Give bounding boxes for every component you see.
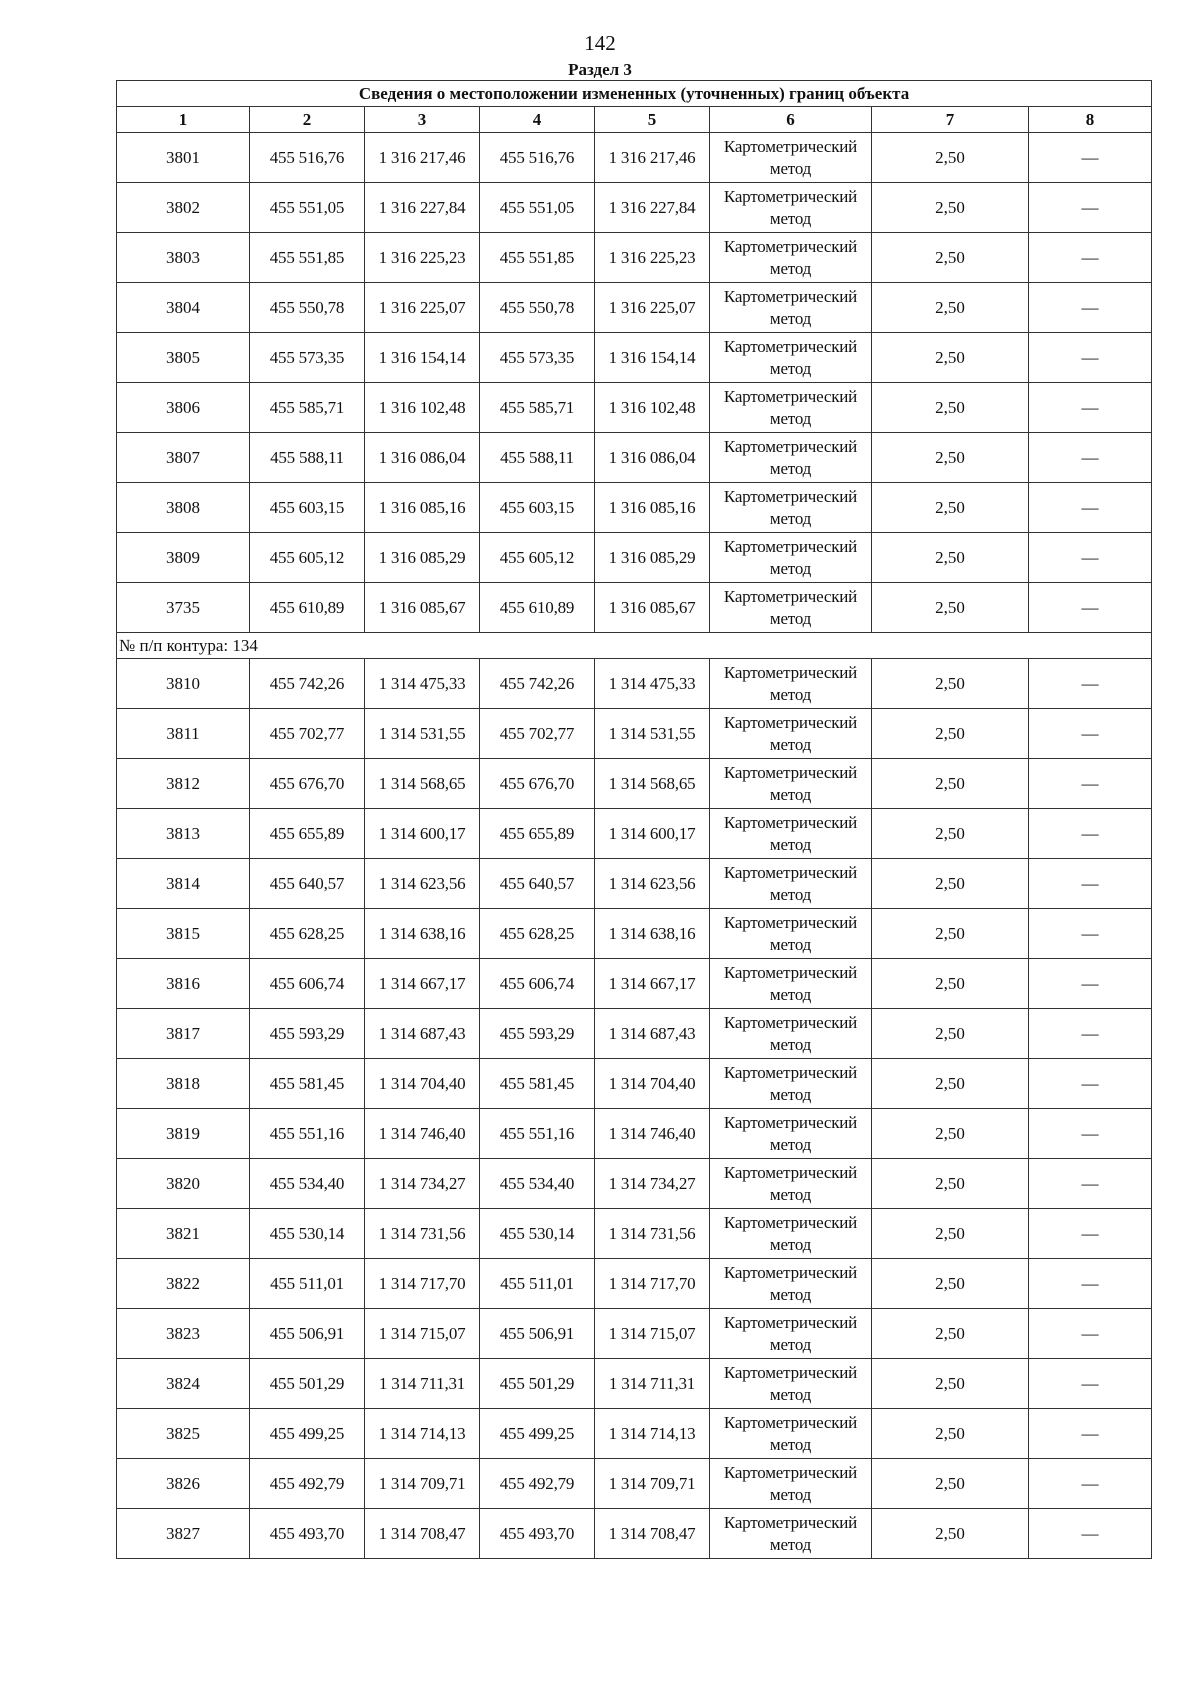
table-row (117, 333, 1152, 383)
cell-method: Картометрический метод (710, 759, 872, 809)
table-row (117, 383, 1152, 433)
cell-x-old: 455 676,70 (250, 759, 365, 809)
cell-y-new: 1 314 717,70 (595, 1259, 710, 1309)
cell-point-number: 3816 (117, 959, 250, 1009)
cell-description: — (1029, 333, 1152, 383)
cell-description: — (1029, 483, 1152, 533)
cell-point-number: 3808 (117, 483, 250, 533)
cell-description: — (1029, 1009, 1152, 1059)
cell-description: — (1029, 233, 1152, 283)
cell-description: — (1029, 1259, 1152, 1309)
cell-accuracy: 2,50 (872, 1409, 1029, 1459)
cell-method: Картометрический метод (710, 1309, 872, 1359)
cell-y-new: 1 314 704,40 (595, 1059, 710, 1109)
cell-x-new: 455 606,74 (480, 959, 595, 1009)
cell-x-old: 455 605,12 (250, 533, 365, 583)
cell-accuracy: 2,50 (872, 233, 1029, 283)
cell-accuracy: 2,50 (872, 383, 1029, 433)
cell-accuracy: 2,50 (872, 483, 1029, 533)
cell-x-new: 455 511,01 (480, 1259, 595, 1309)
table-row (117, 959, 1152, 1009)
cell-point-number: 3806 (117, 383, 250, 433)
cell-accuracy: 2,50 (872, 809, 1029, 859)
cell-x-old: 455 573,35 (250, 333, 365, 383)
cell-x-old: 455 702,77 (250, 709, 365, 759)
cell-method: Картометрический метод (710, 283, 872, 333)
cell-description: — (1029, 383, 1152, 433)
cell-y-new: 1 314 531,55 (595, 709, 710, 759)
cell-x-old: 455 492,79 (250, 1459, 365, 1509)
table-row (117, 809, 1152, 859)
cell-description: — (1029, 909, 1152, 959)
table-row (117, 1059, 1152, 1109)
table-body (117, 81, 1152, 1559)
cell-y-new: 1 314 475,33 (595, 659, 710, 709)
cell-y-new: 1 316 085,16 (595, 483, 710, 533)
cell-y-new: 1 314 600,17 (595, 809, 710, 859)
cell-x-old: 455 511,01 (250, 1259, 365, 1309)
cell-point-number: 3823 (117, 1309, 250, 1359)
cell-method: Картометрический метод (710, 809, 872, 859)
cell-x-new: 455 628,25 (480, 909, 595, 959)
cell-x-new: 455 702,77 (480, 709, 595, 759)
column-number: 5 (595, 107, 710, 133)
cell-method: Картометрический метод (710, 1009, 872, 1059)
cell-description: — (1029, 1209, 1152, 1259)
cell-accuracy: 2,50 (872, 1509, 1029, 1559)
cell-y-new: 1 316 085,67 (595, 583, 710, 633)
cell-y-new: 1 314 708,47 (595, 1509, 710, 1559)
cell-description: — (1029, 533, 1152, 583)
cell-x-old: 455 655,89 (250, 809, 365, 859)
cell-y-new: 1 316 102,48 (595, 383, 710, 433)
cell-x-new: 455 655,89 (480, 809, 595, 859)
cell-y-new: 1 316 154,14 (595, 333, 710, 383)
cell-y-old: 1 316 154,14 (365, 333, 480, 383)
table-row (117, 759, 1152, 809)
cell-x-new: 455 506,91 (480, 1309, 595, 1359)
table-row (117, 1209, 1152, 1259)
cell-description: — (1029, 1109, 1152, 1159)
cell-accuracy: 2,50 (872, 133, 1029, 183)
cell-accuracy: 2,50 (872, 1059, 1029, 1109)
cell-description: — (1029, 709, 1152, 759)
cell-point-number: 3818 (117, 1059, 250, 1109)
cell-description: — (1029, 583, 1152, 633)
cell-y-new: 1 314 714,13 (595, 1409, 710, 1459)
cell-x-old: 455 610,89 (250, 583, 365, 633)
table-row (117, 1359, 1152, 1409)
cell-x-new: 455 605,12 (480, 533, 595, 583)
cell-x-old: 455 628,25 (250, 909, 365, 959)
cell-x-old: 455 581,45 (250, 1059, 365, 1109)
cell-y-old: 1 314 600,17 (365, 809, 480, 859)
cell-accuracy: 2,50 (872, 583, 1029, 633)
cell-y-old: 1 314 623,56 (365, 859, 480, 909)
cell-method: Картометрический метод (710, 1209, 872, 1259)
cell-x-old: 455 551,05 (250, 183, 365, 233)
cell-y-old: 1 314 568,65 (365, 759, 480, 809)
table-row (117, 1109, 1152, 1159)
cell-description: — (1029, 759, 1152, 809)
cell-method: Картометрический метод (710, 859, 872, 909)
cell-y-new: 1 314 687,43 (595, 1009, 710, 1059)
cell-y-old: 1 316 217,46 (365, 133, 480, 183)
table-row (117, 1009, 1152, 1059)
cell-x-new: 455 581,45 (480, 1059, 595, 1109)
cell-x-old: 455 640,57 (250, 859, 365, 909)
cell-point-number: 3819 (117, 1109, 250, 1159)
cell-x-old: 455 551,85 (250, 233, 365, 283)
cell-x-new: 455 551,05 (480, 183, 595, 233)
cell-y-old: 1 314 746,40 (365, 1109, 480, 1159)
cell-point-number: 3814 (117, 859, 250, 909)
cell-y-old: 1 316 085,29 (365, 533, 480, 583)
cell-point-number: 3810 (117, 659, 250, 709)
page-number: 142 (584, 31, 616, 55)
cell-point-number: 3809 (117, 533, 250, 583)
cell-x-new: 455 585,71 (480, 383, 595, 433)
cell-method: Картометрический метод (710, 133, 872, 183)
cell-method: Картометрический метод (710, 959, 872, 1009)
cell-point-number: 3803 (117, 233, 250, 283)
cell-x-old: 455 550,78 (250, 283, 365, 333)
cell-y-old: 1 314 711,31 (365, 1359, 480, 1409)
cell-description: — (1029, 1459, 1152, 1509)
column-number: 4 (480, 107, 595, 133)
cell-y-new: 1 316 225,07 (595, 283, 710, 333)
cell-y-new: 1 314 638,16 (595, 909, 710, 959)
cell-accuracy: 2,50 (872, 1209, 1029, 1259)
cell-x-new: 455 603,15 (480, 483, 595, 533)
cell-description: — (1029, 1509, 1152, 1559)
column-number: 2 (250, 107, 365, 133)
cell-accuracy: 2,50 (872, 1109, 1029, 1159)
cell-x-new: 455 551,16 (480, 1109, 595, 1159)
cell-method: Картометрический метод (710, 1409, 872, 1459)
cell-method: Картометрический метод (710, 1459, 872, 1509)
cell-y-new: 1 314 731,56 (595, 1209, 710, 1259)
cell-point-number: 3817 (117, 1009, 250, 1059)
contour-row (117, 633, 1152, 659)
cell-y-new: 1 314 715,07 (595, 1309, 710, 1359)
cell-point-number: 3804 (117, 283, 250, 333)
cell-description: — (1029, 1409, 1152, 1459)
cell-x-old: 455 585,71 (250, 383, 365, 433)
cell-x-new: 455 676,70 (480, 759, 595, 809)
cell-y-new: 1 314 746,40 (595, 1109, 710, 1159)
cell-accuracy: 2,50 (872, 759, 1029, 809)
cell-x-new: 455 492,79 (480, 1459, 595, 1509)
cell-description: — (1029, 959, 1152, 1009)
cell-y-new: 1 316 086,04 (595, 433, 710, 483)
cell-method: Картометрический метод (710, 1509, 872, 1559)
cell-method: Картометрический метод (710, 1059, 872, 1109)
cell-accuracy: 2,50 (872, 283, 1029, 333)
cell-method: Картометрический метод (710, 333, 872, 383)
cell-y-new: 1 316 085,29 (595, 533, 710, 583)
table-row (117, 533, 1152, 583)
cell-description: — (1029, 133, 1152, 183)
table-row (117, 1309, 1152, 1359)
table-row (117, 1409, 1152, 1459)
table-row (117, 1159, 1152, 1209)
cell-y-old: 1 316 227,84 (365, 183, 480, 233)
cell-point-number: 3822 (117, 1259, 250, 1309)
column-number: 7 (872, 107, 1029, 133)
cell-x-old: 455 588,11 (250, 433, 365, 483)
cell-y-old: 1 314 717,70 (365, 1259, 480, 1309)
cell-x-old: 455 534,40 (250, 1159, 365, 1209)
cell-description: — (1029, 809, 1152, 859)
cell-method: Картометрический метод (710, 383, 872, 433)
cell-description: — (1029, 859, 1152, 909)
table-row (117, 659, 1152, 709)
table-row (117, 1509, 1152, 1559)
cell-point-number: 3811 (117, 709, 250, 759)
cell-method: Картометрический метод (710, 709, 872, 759)
table-row (117, 583, 1152, 633)
cell-x-old: 455 506,91 (250, 1309, 365, 1359)
cell-point-number: 3824 (117, 1359, 250, 1409)
cell-y-old: 1 314 475,33 (365, 659, 480, 709)
column-number: 8 (1029, 107, 1152, 133)
cell-y-old: 1 314 667,17 (365, 959, 480, 1009)
column-number: 6 (710, 107, 872, 133)
table-row (117, 1259, 1152, 1309)
cell-y-old: 1 314 731,56 (365, 1209, 480, 1259)
cell-point-number: 3801 (117, 133, 250, 183)
cell-description: — (1029, 183, 1152, 233)
cell-y-new: 1 314 711,31 (595, 1359, 710, 1409)
table-caption: Сведения о местоположении измененных (уточненных) границ объекта (117, 81, 1152, 107)
cell-y-old: 1 314 708,47 (365, 1509, 480, 1559)
cell-y-new: 1 314 568,65 (595, 759, 710, 809)
cell-y-old: 1 316 085,16 (365, 483, 480, 533)
cell-x-new: 455 530,14 (480, 1209, 595, 1259)
column-number: 3 (365, 107, 480, 133)
cell-method: Картометрический метод (710, 533, 872, 583)
cell-x-new: 455 501,29 (480, 1359, 595, 1409)
cell-accuracy: 2,50 (872, 1009, 1029, 1059)
table-row (117, 433, 1152, 483)
cell-description: — (1029, 1059, 1152, 1109)
table-row (117, 183, 1152, 233)
cell-x-new: 455 742,26 (480, 659, 595, 709)
cell-accuracy: 2,50 (872, 709, 1029, 759)
cell-x-new: 455 551,85 (480, 233, 595, 283)
cell-x-new: 455 493,70 (480, 1509, 595, 1559)
cell-x-old: 455 516,76 (250, 133, 365, 183)
cell-accuracy: 2,50 (872, 659, 1029, 709)
cell-description: — (1029, 1159, 1152, 1209)
column-number-row (117, 107, 1152, 133)
table-row (117, 859, 1152, 909)
cell-point-number: 3825 (117, 1409, 250, 1459)
cell-x-new: 455 499,25 (480, 1409, 595, 1459)
cell-y-old: 1 316 225,07 (365, 283, 480, 333)
cell-accuracy: 2,50 (872, 333, 1029, 383)
cell-description: — (1029, 283, 1152, 333)
cell-point-number: 3827 (117, 1509, 250, 1559)
cell-x-new: 455 516,76 (480, 133, 595, 183)
cell-accuracy: 2,50 (872, 183, 1029, 233)
cell-x-old: 455 742,26 (250, 659, 365, 709)
cell-point-number: 3735 (117, 583, 250, 633)
cell-accuracy: 2,50 (872, 533, 1029, 583)
cell-x-new: 455 573,35 (480, 333, 595, 383)
cell-method: Картометрический метод (710, 433, 872, 483)
cell-x-old: 455 501,29 (250, 1359, 365, 1409)
cell-x-old: 455 530,14 (250, 1209, 365, 1259)
table-row (117, 283, 1152, 333)
table-row (117, 233, 1152, 283)
cell-y-old: 1 314 704,40 (365, 1059, 480, 1109)
cell-method: Картометрический метод (710, 233, 872, 283)
cell-x-old: 455 593,29 (250, 1009, 365, 1059)
cell-method: Картометрический метод (710, 909, 872, 959)
cell-method: Картометрический метод (710, 1359, 872, 1409)
cell-x-old: 455 606,74 (250, 959, 365, 1009)
table-row (117, 1459, 1152, 1509)
cell-x-old: 455 551,16 (250, 1109, 365, 1159)
table-row (117, 709, 1152, 759)
cell-x-new: 455 534,40 (480, 1159, 595, 1209)
cell-y-new: 1 314 667,17 (595, 959, 710, 1009)
cell-y-new: 1 316 225,23 (595, 233, 710, 283)
cell-x-old: 455 499,25 (250, 1409, 365, 1459)
cell-y-old: 1 314 638,16 (365, 909, 480, 959)
cell-y-new: 1 316 217,46 (595, 133, 710, 183)
cell-accuracy: 2,50 (872, 1259, 1029, 1309)
cell-point-number: 3821 (117, 1209, 250, 1259)
cell-method: Картометрический метод (710, 659, 872, 709)
cell-x-new: 455 610,89 (480, 583, 595, 633)
cell-y-old: 1 314 687,43 (365, 1009, 480, 1059)
cell-method: Картометрический метод (710, 1109, 872, 1159)
cell-y-new: 1 314 623,56 (595, 859, 710, 909)
cell-y-old: 1 316 225,23 (365, 233, 480, 283)
cell-y-old: 1 314 714,13 (365, 1409, 480, 1459)
cell-x-new: 455 593,29 (480, 1009, 595, 1059)
cell-accuracy: 2,50 (872, 859, 1029, 909)
cell-accuracy: 2,50 (872, 1459, 1029, 1509)
table-row (117, 483, 1152, 533)
table-caption-row (117, 81, 1152, 107)
cell-point-number: 3805 (117, 333, 250, 383)
table-row (117, 909, 1152, 959)
cell-x-old: 455 603,15 (250, 483, 365, 533)
cell-method: Картометрический метод (710, 483, 872, 533)
cell-y-old: 1 316 086,04 (365, 433, 480, 483)
cell-x-new: 455 640,57 (480, 859, 595, 909)
cell-accuracy: 2,50 (872, 1309, 1029, 1359)
cell-y-new: 1 314 734,27 (595, 1159, 710, 1209)
cell-y-old: 1 316 102,48 (365, 383, 480, 433)
cell-description: — (1029, 659, 1152, 709)
column-number: 1 (117, 107, 250, 133)
section-title: Раздел 3 (568, 60, 632, 79)
cell-y-old: 1 314 531,55 (365, 709, 480, 759)
cell-point-number: 3807 (117, 433, 250, 483)
cell-point-number: 3812 (117, 759, 250, 809)
cell-y-new: 1 316 227,84 (595, 183, 710, 233)
coordinates-table (116, 80, 1152, 1559)
cell-y-new: 1 314 709,71 (595, 1459, 710, 1509)
cell-y-old: 1 314 734,27 (365, 1159, 480, 1209)
cell-method: Картометрический метод (710, 1159, 872, 1209)
cell-x-old: 455 493,70 (250, 1509, 365, 1559)
cell-description: — (1029, 433, 1152, 483)
cell-accuracy: 2,50 (872, 1359, 1029, 1409)
cell-accuracy: 2,50 (872, 433, 1029, 483)
cell-point-number: 3813 (117, 809, 250, 859)
cell-point-number: 3826 (117, 1459, 250, 1509)
cell-description: — (1029, 1359, 1152, 1409)
cell-y-old: 1 314 715,07 (365, 1309, 480, 1359)
cell-accuracy: 2,50 (872, 959, 1029, 1009)
cell-description: — (1029, 1309, 1152, 1359)
cell-point-number: 3802 (117, 183, 250, 233)
cell-point-number: 3815 (117, 909, 250, 959)
cell-method: Картометрический метод (710, 183, 872, 233)
cell-method: Картометрический метод (710, 1259, 872, 1309)
cell-x-new: 455 588,11 (480, 433, 595, 483)
cell-y-old: 1 316 085,67 (365, 583, 480, 633)
cell-method: Картометрический метод (710, 583, 872, 633)
contour-label: № п/п контура: 134 (117, 633, 1152, 659)
cell-accuracy: 2,50 (872, 909, 1029, 959)
cell-x-new: 455 550,78 (480, 283, 595, 333)
cell-point-number: 3820 (117, 1159, 250, 1209)
cell-accuracy: 2,50 (872, 1159, 1029, 1209)
table-row (117, 133, 1152, 183)
cell-y-old: 1 314 709,71 (365, 1459, 480, 1509)
